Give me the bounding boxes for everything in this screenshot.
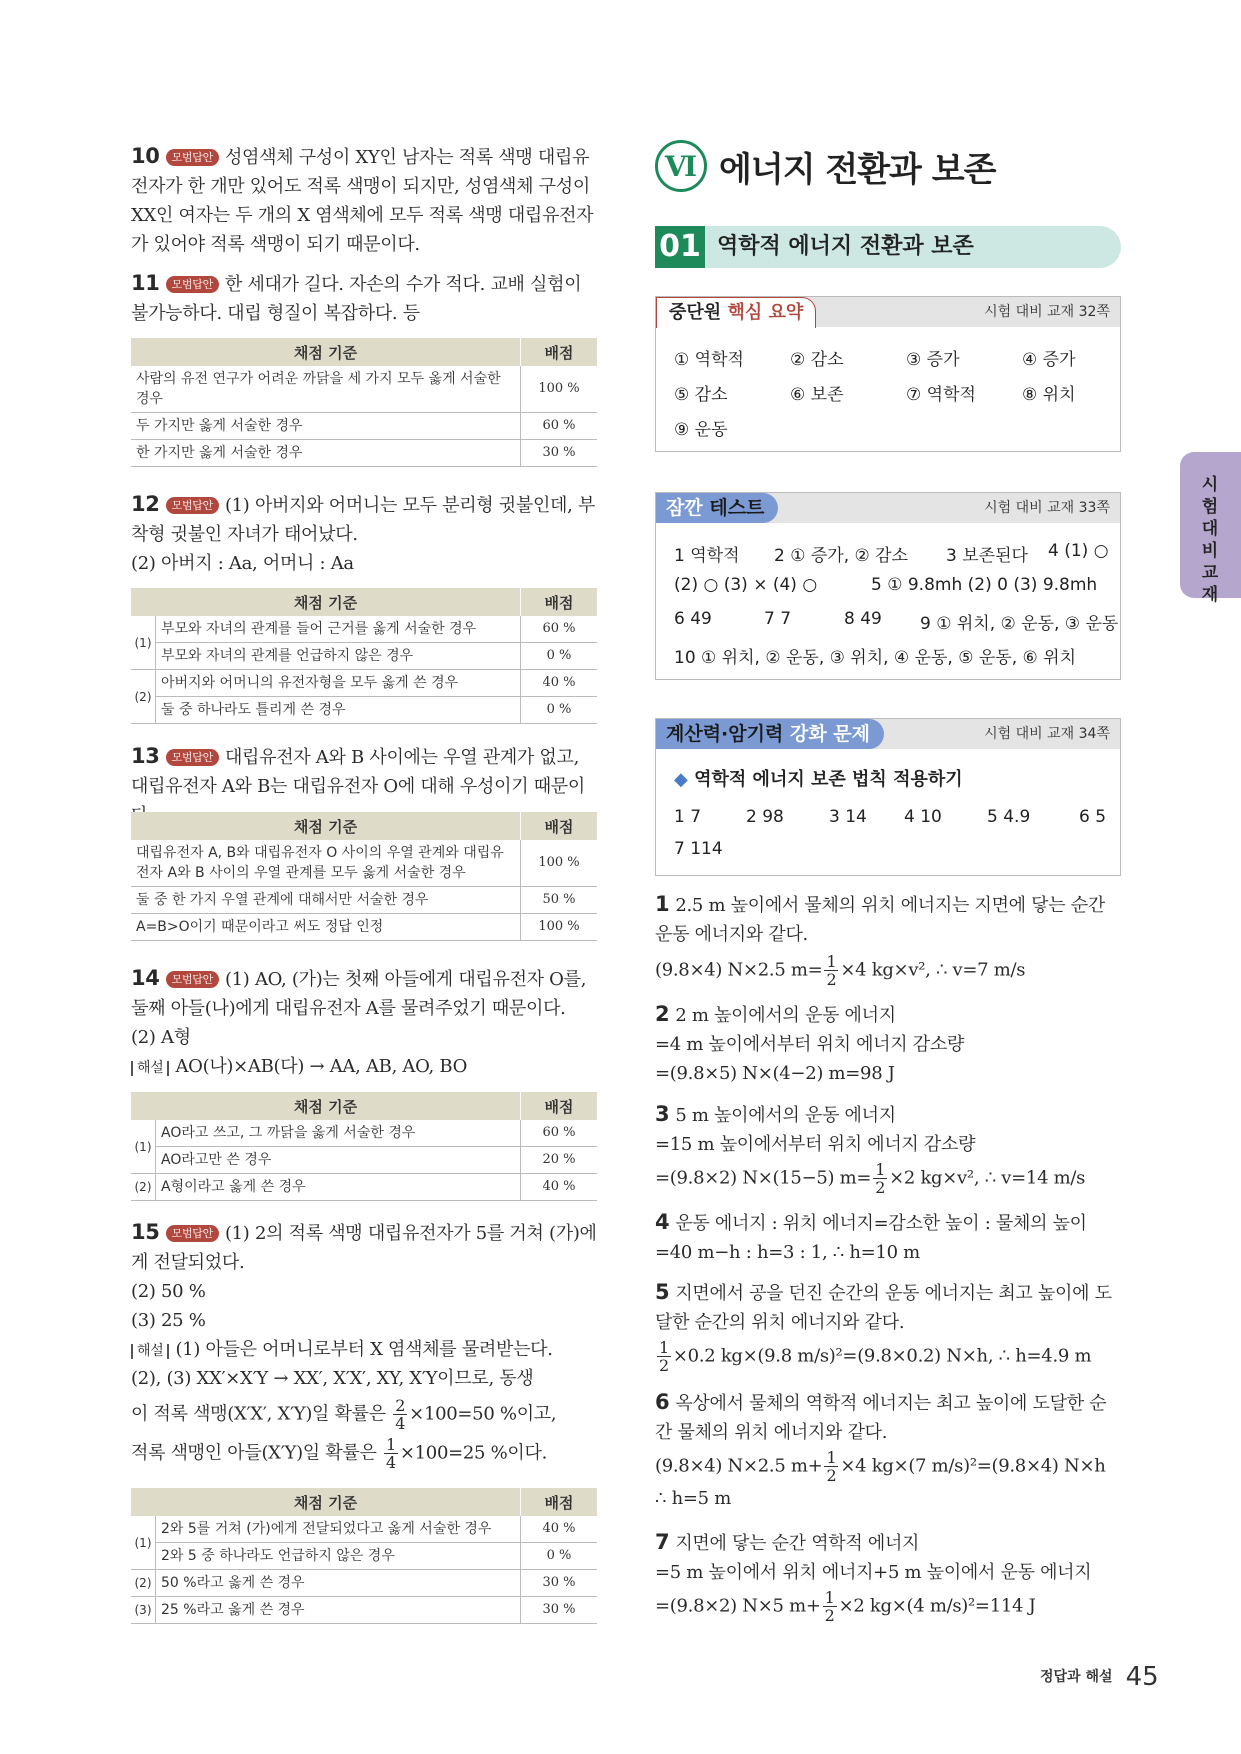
equation-text: ×4 kg×v², ∴ v=7 m/s [840, 959, 1026, 981]
points-cell: 0 % [521, 643, 598, 670]
points-cell: 50 % [521, 887, 598, 914]
question-number: 13 [131, 744, 160, 768]
table-row [131, 887, 597, 914]
summary-box [655, 296, 1121, 452]
points-cell: 60 % [521, 413, 598, 440]
denominator: 2 [875, 1178, 886, 1197]
answer-15 [131, 1218, 597, 1471]
answer-item: 2 ① 증가, ② 감소 [774, 546, 909, 566]
answer-item: 7 114 [674, 839, 723, 859]
criteria-cell: 50 %라고 옳게 쓴 경우 [156, 1570, 521, 1597]
points-header: 배점 [521, 812, 598, 840]
grading-table-14 [131, 1092, 597, 1201]
explanation-4 [655, 1208, 1121, 1267]
criteria-cell: A형이라고 옳게 쓴 경우 [156, 1174, 521, 1201]
denominator: 2 [659, 1356, 669, 1375]
criteria-cell: 2와 5를 거쳐 (가)에게 전달되었다고 옳게 서술한 경우 [156, 1516, 521, 1543]
table-row [131, 1543, 597, 1570]
table-row [131, 366, 597, 413]
answer-item: 7 7 [764, 609, 792, 629]
answer-item: 4 (1) ○ [1048, 541, 1109, 561]
table-row [131, 643, 597, 670]
criteria-header: 채점 기준 [131, 588, 521, 616]
fraction [657, 1339, 671, 1374]
denominator: 4 [395, 1414, 406, 1433]
tag-highlight: 핵심 요약 [727, 302, 804, 323]
answer-text: 한 세대가 길다. 자손의 수가 적다. 교배 실험이 불가능하다. 대립 형질이 복잡하다. 등 [131, 274, 582, 324]
criteria-cell: 사람의 유전 연구가 어려운 까닭을 세 가지 모두 옳게 서술한 경우 [131, 366, 521, 413]
equation-text: ×0.2 kg×(9.8 m/s)²=(9.8×0.2) N×h, ∴ h=4.9 m [672, 1345, 1092, 1367]
equation-text: ×2 kg×v², ∴ v=14 m/s [889, 1167, 1086, 1189]
table-row [131, 840, 597, 887]
criteria-cell: A=B>O이기 때문이라고 써도 정답 인정 [131, 914, 521, 941]
sub-label: (1) [131, 1120, 156, 1174]
answer-item: ① 역학적 [674, 350, 744, 370]
numerator: 1 [824, 1588, 835, 1607]
equation-line [655, 1589, 1121, 1624]
answer-text: (2) A형 [131, 1027, 191, 1048]
fraction [384, 1436, 398, 1471]
criteria-cell: 둘 중 한 가지 우열 관계에 대해서만 서술한 경우 [131, 887, 521, 914]
page-footer [1040, 1662, 1159, 1692]
sub-label: (1) [131, 1516, 156, 1570]
table-row [131, 914, 597, 941]
explanation-text: 2 m 높이에서의 운동 에너지 [675, 1005, 896, 1026]
side-tab-label: 시험대비교재 [1201, 475, 1219, 605]
chapter-number: 01 [655, 226, 705, 268]
equation-text: (9.8×4) N×2.5 m+ [655, 1455, 823, 1477]
fraction [824, 953, 838, 988]
tag-text: 중단원 [669, 302, 722, 323]
answer-row [674, 807, 1106, 827]
criteria-cell: 25 %라고 옳게 쓴 경우 [156, 1597, 521, 1624]
explanation-text: ×100=50 %이고, [409, 1403, 557, 1425]
grading-table-15 [131, 1488, 597, 1624]
reference-page: 시험 대비 교재 33쪽 [984, 500, 1110, 516]
unit-number: Ⅵ [655, 140, 707, 192]
box-header [656, 493, 1120, 523]
criteria-cell: 두 가지만 옳게 서술한 경우 [131, 413, 521, 440]
explanation-text: =5 m 높이에서 위치 에너지+5 m 높이에서 운동 에너지 [655, 1562, 1092, 1583]
answer-row [674, 839, 723, 859]
criteria-cell: 둘 중 하나라도 틀리게 쓴 경우 [156, 697, 521, 724]
points-cell: 30 % [521, 440, 598, 467]
explanation-6 [655, 1388, 1121, 1513]
answer-item: 5 ① 9.8mh (2) 0 (3) 9.8mh [871, 575, 1098, 595]
explanation-number: 3 [655, 1102, 670, 1126]
unit-title: 에너지 전환과 보존 [719, 149, 996, 190]
points-header: 배점 [521, 338, 598, 366]
denominator: 2 [826, 1466, 837, 1485]
criteria-cell: AO라고 쓰고, 그 까닭을 옳게 서술한 경우 [156, 1120, 521, 1147]
answer-row [674, 609, 1118, 634]
equation-line [655, 1339, 1121, 1374]
fraction [824, 1449, 838, 1484]
practice-problems-box [655, 718, 1121, 876]
answer-item: 3 보존된다 [946, 546, 1028, 566]
answer-item: ⑧ 위치 [1022, 385, 1076, 405]
equation-line [655, 1161, 1121, 1196]
table-row [131, 616, 597, 643]
model-answer-badge: 모범답안 [166, 971, 219, 988]
equation-line [655, 1449, 1121, 1484]
tag-text: 잠깐 [666, 497, 703, 519]
criteria-cell: AO라고만 쓴 경우 [156, 1147, 521, 1174]
explanation-text: 2.5 m 높이에서 물체의 위치 에너지는 지면에 닿는 순간 운동 에너지와 같다. [655, 895, 1105, 945]
explanation-text: ×100=25 %이다. [399, 1442, 548, 1464]
explanation-text: 이 적록 색맹(X′X′, X′Y)일 확률은 [131, 1403, 386, 1425]
model-answer-badge: 모범답안 [166, 1225, 219, 1242]
table-row [131, 413, 597, 440]
explanation-text: 지면에 닿는 순간 역학적 에너지 [675, 1533, 920, 1554]
box-header [656, 297, 1120, 327]
tag-text: 계산력·암기력 [666, 723, 784, 745]
answer-row [674, 541, 1109, 566]
equation-text: =(9.8×2) N×(15−5) m= [655, 1167, 872, 1189]
points-cell: 100 % [521, 914, 598, 941]
explanation-line [131, 1436, 597, 1471]
criteria-header: 채점 기준 [131, 812, 521, 840]
explanation-3 [655, 1100, 1121, 1196]
explanation-text: =15 m 높이에서부터 위치 에너지 감소량 [655, 1134, 976, 1155]
answer-text: 성염색체 구성이 XY인 남자는 적록 색맹 대립유전자가 한 개만 있어도 적록 색맹이 되지만, 성염색체 구성이 XX인 여자는 두 개의 X 염색체에 모두 적록 색맹 대립유전자가 있어야 적록 색맹이 되기 때문이다. [131, 147, 594, 255]
explanation-number: 1 [655, 892, 670, 916]
reference-page: 시험 대비 교재 34쪽 [984, 726, 1110, 742]
table-row [131, 1516, 597, 1543]
explanation-text: (1) 아들은 어머니로부터 X 염색체를 물려받는다. [175, 1339, 553, 1360]
criteria-cell: 부모와 자녀의 관계를 들어 근거를 옳게 서술한 경우 [156, 616, 521, 643]
points-cell: 40 % [521, 670, 598, 697]
fraction [823, 1589, 837, 1624]
explanation-7 [655, 1528, 1121, 1624]
answer-item: ⑦ 역학적 [906, 385, 976, 405]
explanation-text: 지면에서 공을 던진 순간의 운동 에너지는 최고 높이에 도달한 순간의 위치 에너지와 같다. [655, 1283, 1112, 1333]
footer-label: 정답과 해설 [1040, 1669, 1113, 1685]
numerator: 1 [385, 1435, 396, 1454]
sub-label: (1) [131, 616, 156, 670]
answer-text: (1) 아버지와 어머니는 모두 분리형 귓불인데, 부착형 귓불인 자녀가 태어났다. [131, 495, 596, 545]
box-tag [656, 297, 816, 328]
answer-item: 9 ① 위치, ② 운동, ③ 운동 [920, 614, 1119, 634]
model-answer-badge: 모범답안 [166, 149, 219, 166]
chapter-header [655, 226, 1121, 268]
table-row [131, 1120, 597, 1147]
explanation-text: =(9.8×5) N×(4−2) m=98 J [655, 1063, 895, 1084]
criteria-header: 채점 기준 [131, 1488, 521, 1516]
points-cell: 40 % [521, 1516, 598, 1543]
explanation-text: =40 m−h : h=3 : 1, ∴ h=10 m [655, 1242, 920, 1263]
table-row [131, 1597, 597, 1624]
answer-text: (1) 2의 적록 색맹 대립유전자가 5를 거쳐 (가)에게 전달되었다. [131, 1223, 597, 1273]
answer-item: ② 감소 [790, 350, 844, 370]
explanation-line [131, 1397, 597, 1432]
grading-table-12 [131, 588, 597, 724]
answer-item: 3 14 [829, 807, 867, 827]
page-number: 45 [1125, 1662, 1159, 1692]
answer-item: ④ 증가 [1022, 350, 1076, 370]
question-number: 15 [131, 1220, 160, 1244]
points-cell: 20 % [521, 1147, 598, 1174]
answer-item: 6 49 [674, 609, 712, 629]
box-tag [656, 719, 884, 749]
equation-line [655, 953, 1121, 988]
numerator: 1 [875, 1160, 886, 1179]
explanation-number: 5 [655, 1280, 670, 1304]
answer-11 [131, 269, 597, 328]
answer-item: 1 역학적 [674, 546, 740, 566]
table-row [131, 1570, 597, 1597]
question-number: 10 [131, 144, 160, 168]
subsection-title [674, 765, 963, 791]
answer-14 [131, 964, 597, 1081]
answer-row [674, 643, 1076, 668]
answer-item: 6 5 [1079, 807, 1107, 827]
explanation-text: 적록 색맹인 아들(X′Y)일 확률은 [131, 1442, 377, 1464]
reference-page: 시험 대비 교재 32쪽 [984, 304, 1110, 320]
explanation-text: 운동 에너지 : 위치 에너지=감소한 높이 : 물체의 높이 [675, 1213, 1087, 1234]
answer-text: (2) 50 % [131, 1281, 206, 1302]
chapter-title: 역학적 에너지 전환과 보존 [717, 234, 974, 259]
criteria-cell: 아버지와 어머니의 유전자형을 모두 옳게 쓴 경우 [156, 670, 521, 697]
answer-row [674, 575, 1097, 595]
explanation-text: AO(나)×AB(다) → AA, AB, AO, BO [175, 1056, 468, 1077]
quick-test-box [655, 492, 1121, 680]
side-tab[interactable] [1180, 452, 1241, 605]
numerator: 1 [826, 1448, 837, 1467]
explanation-number: 7 [655, 1530, 670, 1554]
question-number: 11 [131, 271, 160, 295]
equation-text: ×4 kg×(7 m/s)²=(9.8×4) N×h [840, 1455, 1106, 1477]
denominator: 2 [824, 1606, 835, 1625]
answer-item: 4 10 [904, 807, 942, 827]
model-answer-badge: 모범답안 [166, 749, 219, 766]
criteria-cell: 2와 5 중 하나라도 언급하지 않은 경우 [156, 1543, 521, 1570]
box-header [656, 719, 1120, 749]
explanation-2 [655, 1000, 1121, 1088]
tag-highlight: 강화 문제 [789, 723, 870, 745]
points-cell: 40 % [521, 1174, 598, 1201]
explanation-text: =4 m 높이에서부터 위치 에너지 감소량 [655, 1034, 965, 1055]
answer-10 [131, 142, 597, 259]
grading-table-13 [131, 812, 597, 941]
answer-item: 10 ① 위치, ② 운동, ③ 위치, ④ 운동, ⑤ 운동, ⑥ 위치 [674, 648, 1077, 668]
explanation-text: 옥상에서 물체의 역학적 에너지는 최고 높이에 도달한 순간 물체의 위치 에너지와 같다. [655, 1393, 1107, 1443]
numerator: 2 [395, 1396, 406, 1415]
answer-item: ⑤ 감소 [674, 385, 728, 405]
answer-text: (2) 아버지 : Aa, 어머니 : Aa [131, 553, 354, 574]
points-cell: 100 % [521, 366, 598, 413]
answer-item: 8 49 [844, 609, 882, 629]
answer-item: 5 4.9 [987, 807, 1031, 827]
explanation-text: (2), (3) XX′×X′Y → XX′, X′X′, XY, X′Y이므로, 동생 [131, 1368, 534, 1389]
explanation-text: 5 m 높이에서의 운동 에너지 [675, 1105, 896, 1126]
points-header: 배점 [521, 1488, 598, 1516]
points-header: 배점 [521, 588, 598, 616]
answer-item: 1 7 [674, 807, 702, 827]
explanation-number: 2 [655, 1002, 670, 1026]
points-cell: 30 % [521, 1597, 598, 1624]
model-answer-badge: 모범답안 [166, 276, 219, 293]
explanation-number: 6 [655, 1390, 670, 1414]
grading-table-11 [131, 338, 597, 467]
explanation-number: 4 [655, 1210, 670, 1234]
equation-text: ∴ h=5 m [655, 1488, 731, 1509]
model-answer-badge: 모범답안 [166, 497, 219, 514]
equation-text: ×2 kg×(4 m/s)²=114 J [838, 1595, 1036, 1617]
diamond-icon: ◆ [674, 769, 688, 790]
fraction [393, 1397, 407, 1432]
criteria-cell: 부모와 자녀의 관계를 언급하지 않은 경우 [156, 643, 521, 670]
answer-text: (3) 25 % [131, 1310, 206, 1331]
answer-grid [674, 345, 1114, 440]
points-cell: 0 % [521, 1543, 598, 1570]
table-row [131, 1174, 597, 1201]
sub-label: (3) [131, 1597, 156, 1624]
tag-highlight: 테스트 [709, 497, 765, 519]
criteria-header: 채점 기준 [131, 338, 521, 366]
explanation-label: 해설 [131, 1344, 169, 1359]
sub-label: (2) [131, 1174, 156, 1201]
answer-item: ③ 증가 [906, 350, 960, 370]
answer-text: 대립유전자 A와 B 사이에는 우열 관계가 없고, 대립유전자 A와 B는 대립유전자 O에 대해 우성이기 때문이 [131, 747, 585, 797]
points-header: 배점 [521, 1092, 598, 1120]
numerator: 1 [659, 1338, 669, 1357]
points-cell: 60 % [521, 616, 598, 643]
answer-item: (2) ○ (3) × (4) ○ [674, 575, 818, 595]
equation-text: (9.8×4) N×2.5 m= [655, 959, 823, 981]
points-cell: 60 % [521, 1120, 598, 1147]
criteria-cell: 한 가지만 옳게 서술한 경우 [131, 440, 521, 467]
unit-header [655, 140, 995, 192]
subsection-text: 역학적 에너지 보존 법칙 적용하기 [694, 769, 963, 790]
question-number: 14 [131, 966, 160, 990]
points-cell: 100 % [521, 840, 598, 887]
fraction [873, 1161, 887, 1196]
answer-item: 2 98 [746, 807, 784, 827]
table-row [131, 697, 597, 724]
criteria-cell: 대립유전자 A, B와 대립유전자 O 사이의 우열 관계와 대립유전자 A와 B 사이의 우열 관계를 모두 옳게 서술한 경우 [131, 840, 521, 887]
points-cell: 0 % [521, 697, 598, 724]
denominator: 4 [385, 1453, 396, 1472]
answer-item: ⑥ 보존 [790, 385, 844, 405]
answer-item: ⑨ 운동 [674, 420, 728, 440]
table-row [131, 1147, 597, 1174]
question-number: 12 [131, 492, 160, 516]
answer-12 [131, 490, 597, 578]
points-cell: 30 % [521, 1570, 598, 1597]
answer-text: (1) AO, (가)는 첫째 아들에게 대립유전자 O를, 둘째 아들(나)에게 대립유전자 A를 물려주었기 때문이다. [131, 969, 587, 1019]
explanation-1 [655, 890, 1121, 988]
box-tag [656, 493, 778, 523]
numerator: 1 [826, 952, 837, 971]
explanation-5 [655, 1278, 1121, 1374]
explanation-label: 해설 [131, 1061, 169, 1076]
table-row [131, 670, 597, 697]
criteria-header: 채점 기준 [131, 1092, 521, 1120]
sub-label: (2) [131, 670, 156, 724]
equation-text: =(9.8×2) N×5 m+ [655, 1595, 821, 1617]
table-row [131, 440, 597, 467]
sub-label: (2) [131, 1570, 156, 1597]
denominator: 2 [826, 970, 837, 989]
